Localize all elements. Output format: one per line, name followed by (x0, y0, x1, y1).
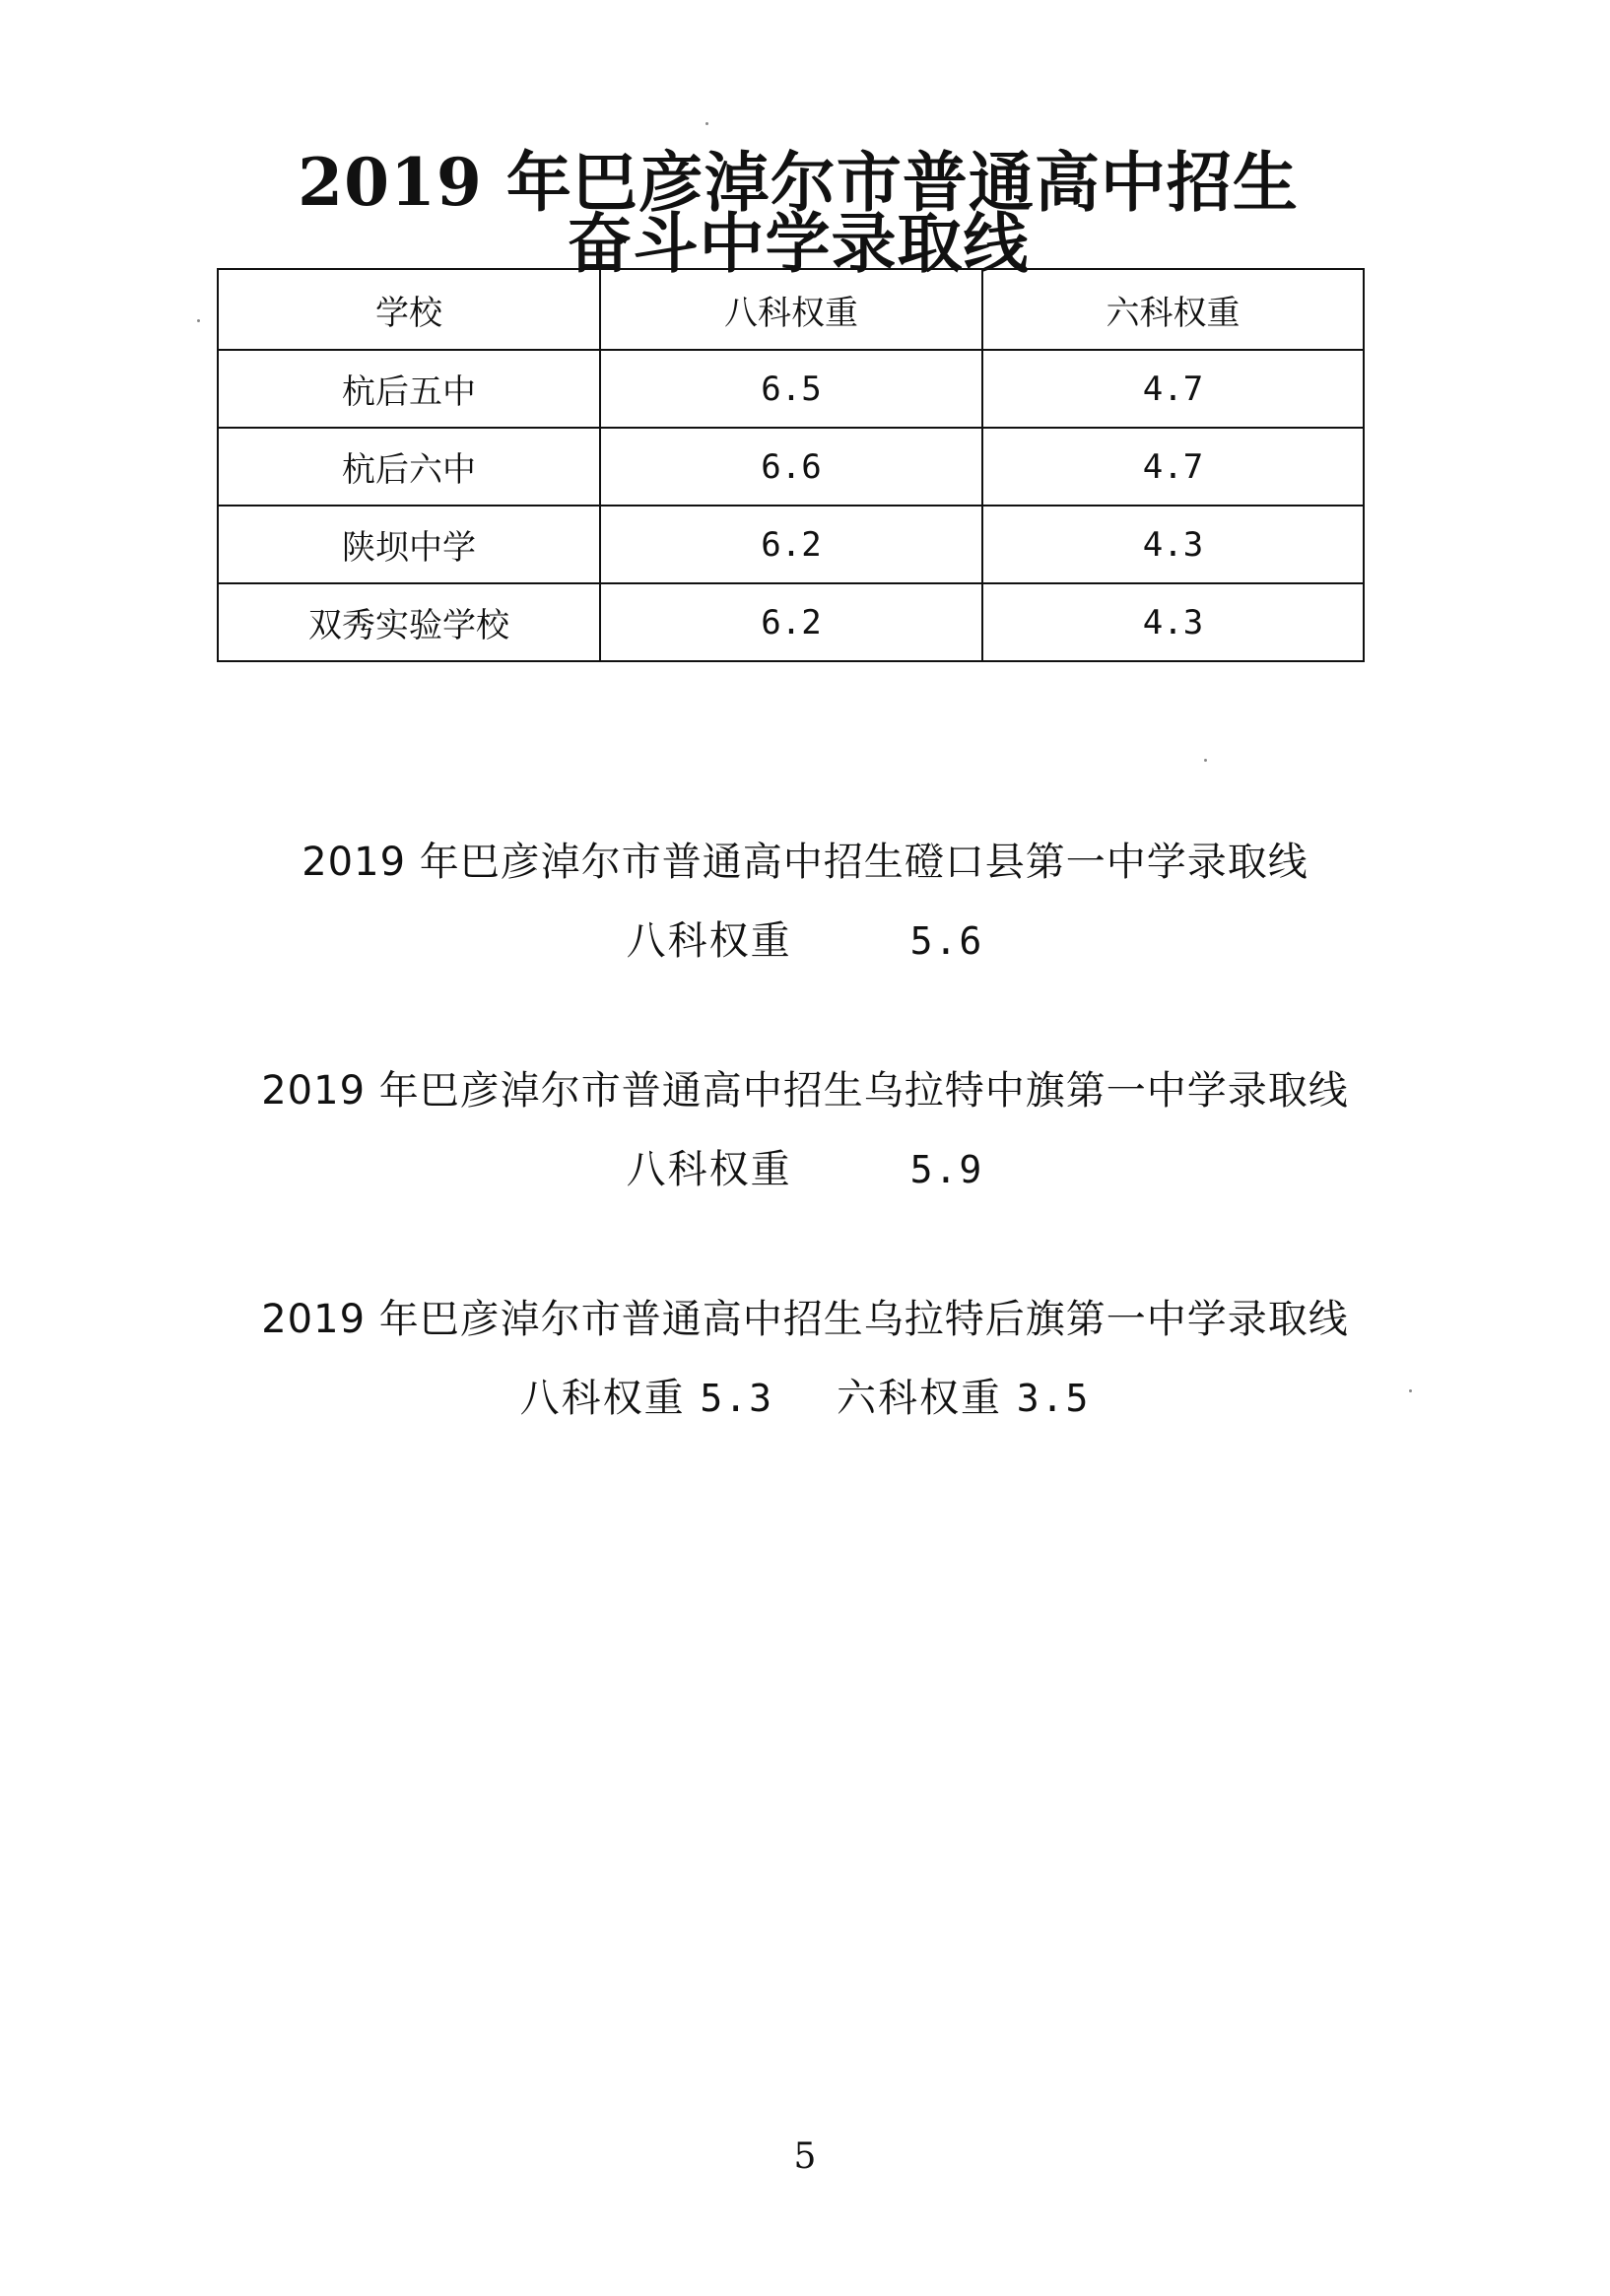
scan-speck (1409, 1389, 1412, 1392)
school-name: 双秀实验学校 (218, 583, 600, 661)
document-title-line1: 2019 年巴彦淖尔市普通高中招生 (298, 144, 1299, 221)
section-line-dengkou (0, 916, 1610, 966)
six-subject-score: 4.3 (982, 583, 1364, 661)
table-row (218, 350, 1364, 428)
eight-subject-score: 6.2 (600, 583, 982, 661)
document-title-line2: 奋斗中学录取线 (567, 205, 1030, 282)
section-line-wulate-zhongqi (0, 1145, 1610, 1194)
section-title-dengkou: 2019 年巴彦淖尔市普通高中招生磴口县第一中学录取线 (302, 840, 1308, 885)
section-label: 八科权重 (626, 1147, 792, 1192)
six-subject-score: 4.3 (982, 506, 1364, 583)
section-label-six: 六科权重 (837, 1376, 1002, 1421)
section-value: 5.6 (909, 919, 984, 963)
six-subject-score: 4.7 (982, 350, 1364, 428)
eight-subject-score: 6.5 (600, 350, 982, 428)
section-value-eight: 5.3 (700, 1377, 773, 1420)
section-title-wulate-houqi: 2019 年巴彦淖尔市普通高中招生乌拉特后旗第一中学录取线 (261, 1297, 1349, 1342)
table-row (218, 583, 1364, 661)
scan-speck (1204, 759, 1207, 762)
section-label: 八科权重 (626, 918, 792, 964)
scan-speck (705, 122, 708, 125)
school-name: 陕坝中学 (218, 506, 600, 583)
table-header-row (218, 269, 1364, 350)
section-value-six: 3.5 (1016, 1377, 1091, 1420)
section-line-wulate-houqi (0, 1374, 1610, 1423)
six-subject-score: 4.7 (982, 428, 1364, 506)
score-table (217, 268, 1365, 662)
school-name: 杭后六中 (218, 428, 600, 506)
eight-subject-score: 6.6 (600, 428, 982, 506)
section-value: 5.9 (909, 1148, 984, 1191)
header-six-subjects: 六科权重 (982, 269, 1364, 350)
header-eight-subjects: 八科权重 (600, 269, 982, 350)
header-school: 学校 (218, 269, 600, 350)
section-title-wulate-zhongqi: 2019 年巴彦淖尔市普通高中招生乌拉特中旗第一中学录取线 (261, 1068, 1349, 1114)
section-label-eight: 八科权重 (519, 1376, 686, 1421)
scan-speck (197, 319, 200, 322)
school-name: 杭后五中 (218, 350, 600, 428)
eight-subject-score: 6.2 (600, 506, 982, 583)
page-number: 5 (793, 2136, 817, 2177)
table-row (218, 428, 1364, 506)
table-row (218, 506, 1364, 583)
